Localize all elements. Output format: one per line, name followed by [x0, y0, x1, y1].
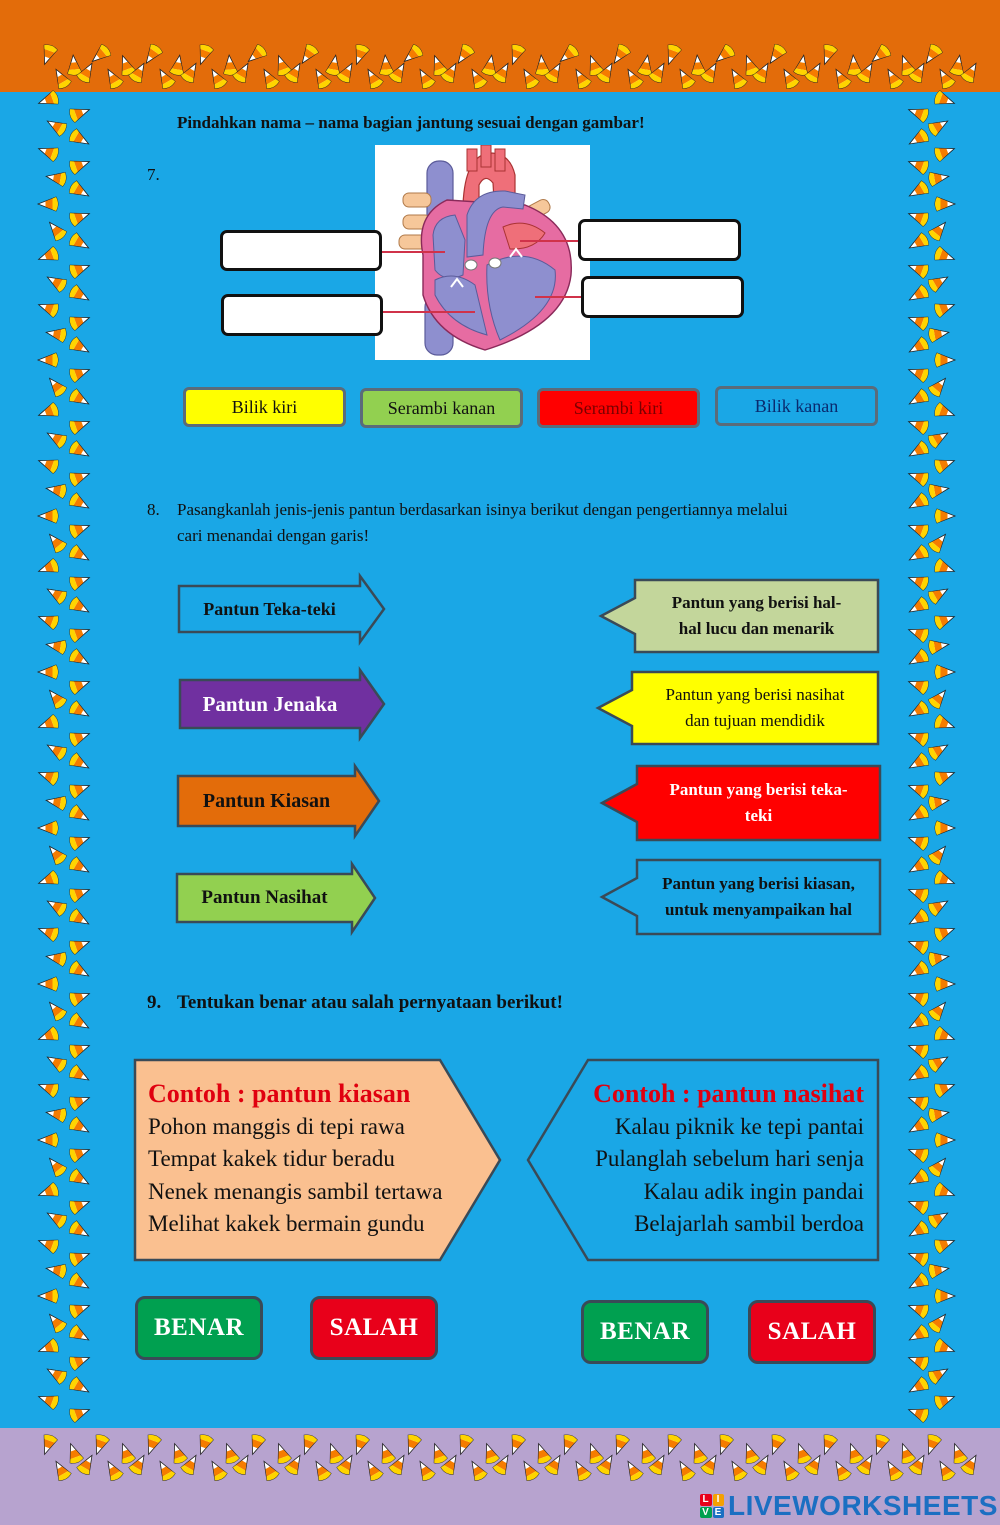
benar-button-2[interactable]: BENAR: [581, 1300, 709, 1364]
logo-badge-l: L: [700, 1494, 712, 1506]
logo-text: LIVEWORKSHEETS: [728, 1490, 998, 1521]
poem-nasihat-line-2: Pulanglah sebelum hari senja: [595, 1146, 864, 1171]
pantun-nasihat-label: Pantun Nasihat: [201, 887, 328, 908]
q7-number: 7.: [147, 165, 160, 184]
def-lucu-label: [635, 580, 878, 652]
logo-badge-e: E: [713, 1507, 725, 1519]
poem-nasihat-title: Contoh : pantun nasihat: [593, 1079, 864, 1108]
label-connectors: [0, 0, 1000, 400]
liveworksheets-logo[interactable]: [700, 1490, 998, 1522]
poem-kiasan-title: Contoh : pantun kiasan: [148, 1079, 411, 1108]
def-kiasan-line2: untuk menyampaikan hal: [664, 900, 853, 919]
q8-instruction: [177, 497, 887, 549]
poem-kiasan-line-4: Melihat kakek bermain gundu: [148, 1211, 425, 1236]
pantun-teka-teki-label: Pantun Teka-teki: [203, 599, 336, 619]
benar-button-1[interactable]: BENAR: [135, 1296, 263, 1360]
poem-kiasan-line-3: Nenek menangis sambil tertawa: [148, 1178, 443, 1204]
q7-instruction: Pindahkan nama – nama bagian jantung sesuai dengan gambar!: [177, 113, 645, 132]
poem-nasihat: [560, 1078, 864, 1241]
drop-slot-2[interactable]: [221, 294, 383, 336]
drop-slot-3[interactable]: [578, 219, 741, 261]
def-kiasan-label: [637, 860, 880, 934]
salah-button-2[interactable]: SALAH: [748, 1300, 876, 1364]
def-nasihat-line1: Pantun yang berisi nasihat: [665, 685, 845, 704]
q9-instruction: Tentukan benar atau salah pernyataan berikut!: [177, 992, 563, 1013]
def-nasihat-label: [632, 672, 878, 744]
poem-kiasan-line-1: Pohon manggis di tepi rawa: [148, 1113, 405, 1139]
def-nasihat-line2: dan tujuan mendidik: [685, 711, 825, 730]
salah-button-1[interactable]: SALAH: [310, 1296, 438, 1360]
chip-bilik-kiri[interactable]: Bilik kiri: [183, 387, 346, 427]
q9-number: 9.: [147, 992, 162, 1013]
q8-number: 8.: [147, 500, 160, 519]
drop-slot-1[interactable]: [220, 230, 382, 271]
chip-serambi-kanan[interactable]: Serambi kanan: [360, 388, 523, 428]
chip-bilik-kanan[interactable]: Bilik kanan: [715, 386, 878, 426]
logo-badge-v: V: [700, 1507, 712, 1519]
pantun-kiasan-label: Pantun Kiasan: [202, 790, 331, 812]
def-kiasan-line1: Pantun yang berisi kiasan,: [662, 874, 855, 893]
def-lucu-line2: hal lucu dan menarik: [678, 619, 835, 638]
poem-nasihat-line-4: Belajarlah sambil berdoa: [634, 1211, 864, 1236]
pantun-jenaka-label: Pantun Jenaka: [202, 692, 338, 716]
def-teka-teki-line2: teki: [744, 806, 773, 825]
chip-serambi-kiri[interactable]: Serambi kiri: [537, 388, 700, 428]
logo-badge-i: I: [713, 1494, 725, 1506]
def-teka-teki-line1: Pantun yang berisi teka-: [669, 780, 848, 799]
liveworksheets-logo-icon: [700, 1494, 724, 1518]
poem-kiasan: [148, 1078, 442, 1241]
drop-slot-4[interactable]: [581, 276, 744, 318]
poem-kiasan-line-2: Tempat kakek tidur beradu: [148, 1146, 395, 1171]
poem-nasihat-line-3: Kalau adik ingin pandai: [643, 1178, 864, 1204]
poem-nasihat-line-1: Kalau piknik ke tepi pantai: [614, 1113, 864, 1139]
q8-instruction-line1: Pasangkanlah jenis-jenis pantun berdasarkan isinya berikut dengan pengertiannya melalui: [177, 500, 788, 519]
def-teka-teki-label: [637, 766, 880, 840]
def-lucu-line1: Pantun yang berisi hal-: [671, 593, 842, 612]
q8-instruction-line2: cari menandai dengan garis!: [177, 526, 370, 545]
